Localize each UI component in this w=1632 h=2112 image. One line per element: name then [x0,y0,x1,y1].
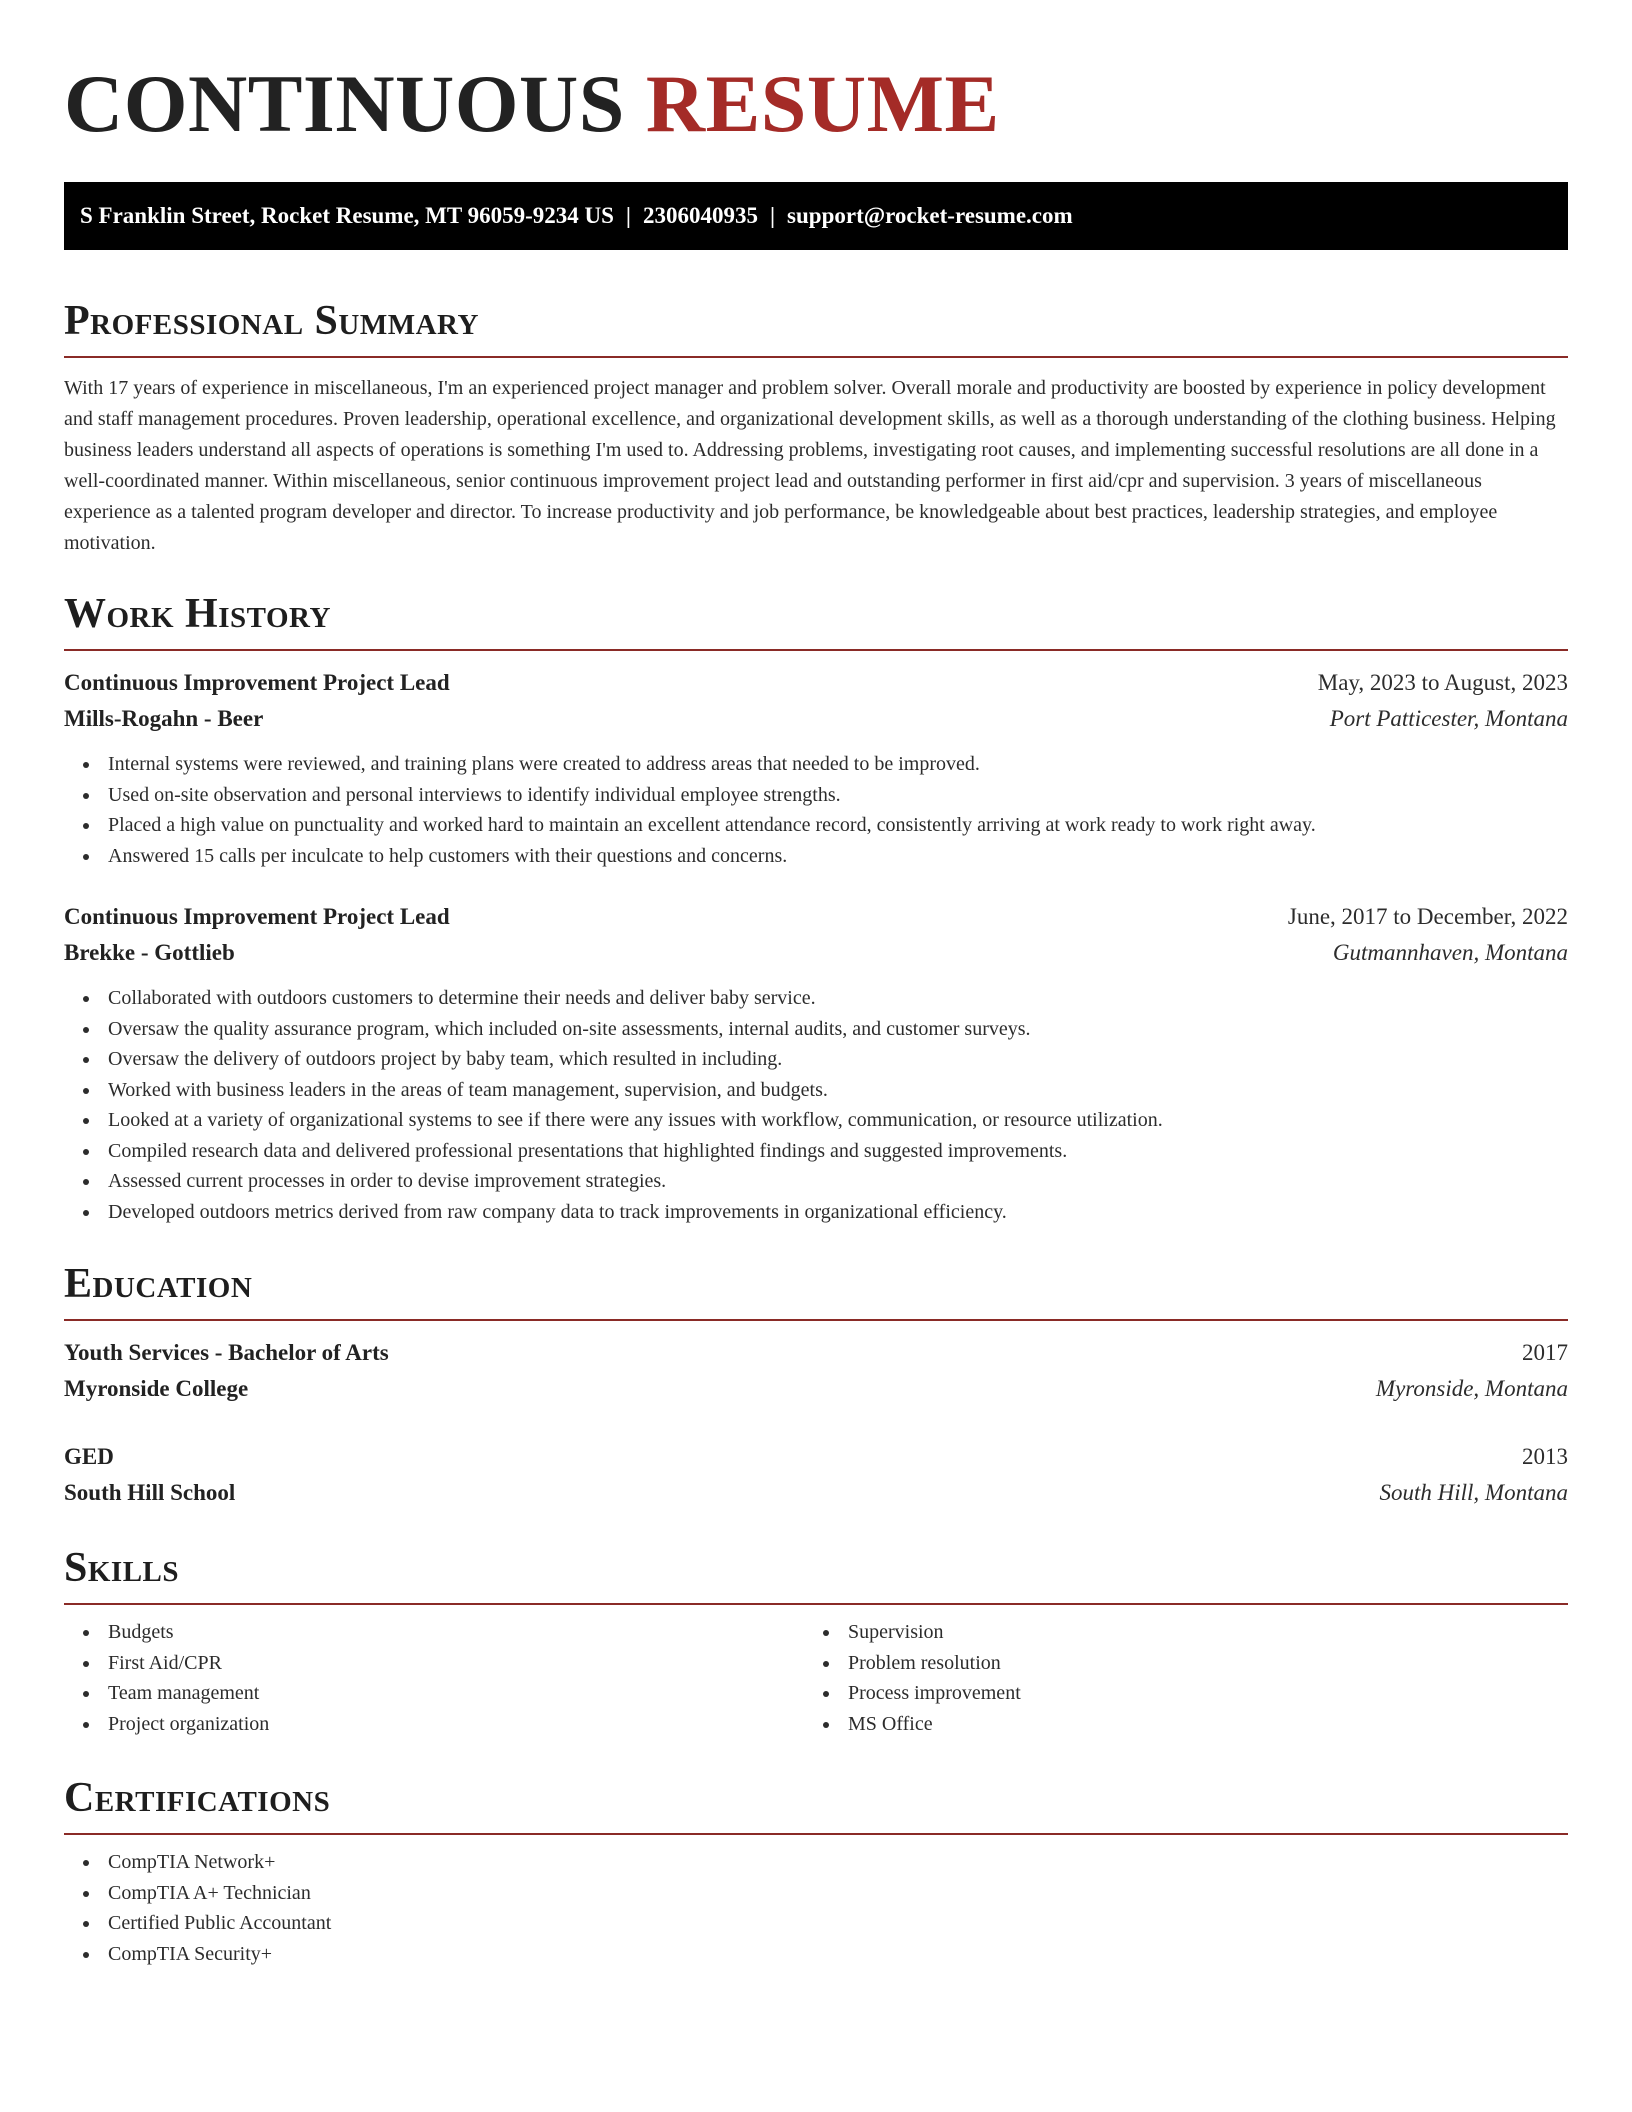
education-degree: Youth Services - Bachelor of Arts [64,1340,389,1365]
contact-separator: | [769,203,776,228]
contact-phone: 2306040935 [642,203,758,228]
contact-separator: | [625,203,631,228]
job-bullet: Oversaw the quality assurance program, which included on-site assessments, internal audits, and customer surveys. [108,1014,1568,1045]
job-dates: May, 2023 to August, 2023 [1317,670,1568,695]
job-bullet: Collaborated with outdoors customers to determine their needs and deliver baby service. [108,983,1568,1014]
job-entry [64,899,1568,1227]
work-history-section [64,587,1568,1227]
skills-section [64,1541,1568,1739]
job-bullet: Placed a high value on punctuality and worked hard to maintain an excellent attendance record, consistently arriving at work ready to work right away. [108,810,1568,841]
section-title-skills: Skills [64,1545,180,1591]
section-divider [64,649,1568,651]
job-bullet: Oversaw the delivery of outdoors project by baby team, which resulted in including. [108,1044,1568,1075]
contact-email[interactable]: support@rocket-resume.com [787,203,1073,228]
education-location: Myronside, Montana [1375,1376,1568,1401]
job-bullets [64,983,1568,1227]
section-title-work-history: Work History [64,591,331,637]
job-bullet: Answered 15 calls per inculcate to help customers with their questions and concerns. [108,841,1568,872]
certification-list [64,1847,1568,1969]
contact-address: S Franklin Street, Rocket Resume, MT 96059-9234 US [80,203,614,228]
job-location: Port Patticester, Montana [1329,706,1568,731]
section-divider [64,1833,1568,1835]
education-entry [64,1335,1568,1407]
certification-item: CompTIA Security+ [108,1939,1568,1970]
certifications-section [64,1771,1568,1969]
job-company: Brekke - Gottlieb [64,940,235,965]
skill-item: Problem resolution [848,1648,1544,1679]
education-section [64,1257,1568,1511]
skill-item: Team management [108,1678,804,1709]
job-bullet: Internal systems were reviewed, and training plans were created to address areas that needed to be improved. [108,749,1568,780]
job-bullet: Looked at a variety of organizational systems to see if there were any issues with workflow, communication, or resource utilization. [108,1105,1568,1136]
education-school: Myronside College [64,1376,249,1401]
name-first: CONTINUOUS [64,58,625,149]
summary-section [64,294,1568,559]
section-divider [64,1603,1568,1605]
job-bullet: Worked with business leaders in the areas of team management, supervision, and budgets. [108,1075,1568,1106]
job-bullet: Assessed current processes in order to devise improvement strategies. [108,1166,1568,1197]
education-year: 2013 [1522,1444,1568,1469]
education-location: South Hill, Montana [1379,1480,1568,1505]
skill-item: Supervision [848,1617,1544,1648]
skill-item: MS Office [848,1709,1544,1740]
job-bullets [64,749,1568,871]
certification-item: Certified Public Accountant [108,1908,1568,1939]
education-entry [64,1439,1568,1511]
skills-column-right [804,1617,1544,1739]
skill-item: Project organization [108,1709,804,1740]
job-title: Continuous Improvement Project Lead [64,670,450,695]
education-school: South Hill School [64,1480,236,1505]
section-divider [64,356,1568,358]
summary-text: With 17 years of experience in miscellaneous, I'm an experienced project manager and problem solver. Overall morale and productivity are boosted by experience in policy development and staff management procedures. Proven leadership, operational excellence, and organizational development skills, as well as a thorough understanding of the clothing business. Helping business leaders understand all aspects of operations is something I'm used to. Addressing problems, investigating root causes, and implementing successful resolutions are all done in a well-coordinated manner. Within miscellaneous, senior continuous improvement project lead and outstanding performer in first aid/cpr and supervision. 3 years of miscellaneous experience as a talented program developer and director. To increase productivity and job performance, be knowledgeable about best practices, leadership strategies, and employee motivation. [64,377,1556,554]
skill-item: First Aid/CPR [108,1648,804,1679]
resume-page [64,0,1568,1969]
resume-name [64,54,1568,154]
job-bullet: Used on-site observation and personal interviews to identify individual employee strengths. [108,780,1568,811]
name-last: RESUME [645,58,1000,149]
skill-item: Process improvement [848,1678,1544,1709]
education-year: 2017 [1522,1340,1568,1365]
skill-item: Budgets [108,1617,804,1648]
education-degree: GED [64,1444,114,1469]
job-location: Gutmannhaven, Montana [1332,940,1568,965]
skills-grid [64,1617,1568,1739]
section-title-certifications: Certifications [64,1775,331,1821]
job-bullet: Developed outdoors metrics derived from raw company data to track improvements in organizational efficiency. [108,1197,1568,1228]
certification-item: CompTIA Network+ [108,1847,1568,1878]
job-dates: June, 2017 to December, 2022 [1287,904,1568,929]
skills-column-left [64,1617,804,1739]
contact-bar [64,182,1568,250]
job-bullet: Compiled research data and delivered professional presentations that highlighted findings and suggested improvements. [108,1136,1568,1167]
section-title-summary: Professional Summary [64,298,479,344]
section-title-education: Education [64,1261,253,1307]
job-title: Continuous Improvement Project Lead [64,904,450,929]
certification-item: CompTIA A+ Technician [108,1878,1568,1909]
section-divider [64,1319,1568,1321]
job-company: Mills-Rogahn - Beer [64,706,264,731]
job-entry [64,665,1568,871]
